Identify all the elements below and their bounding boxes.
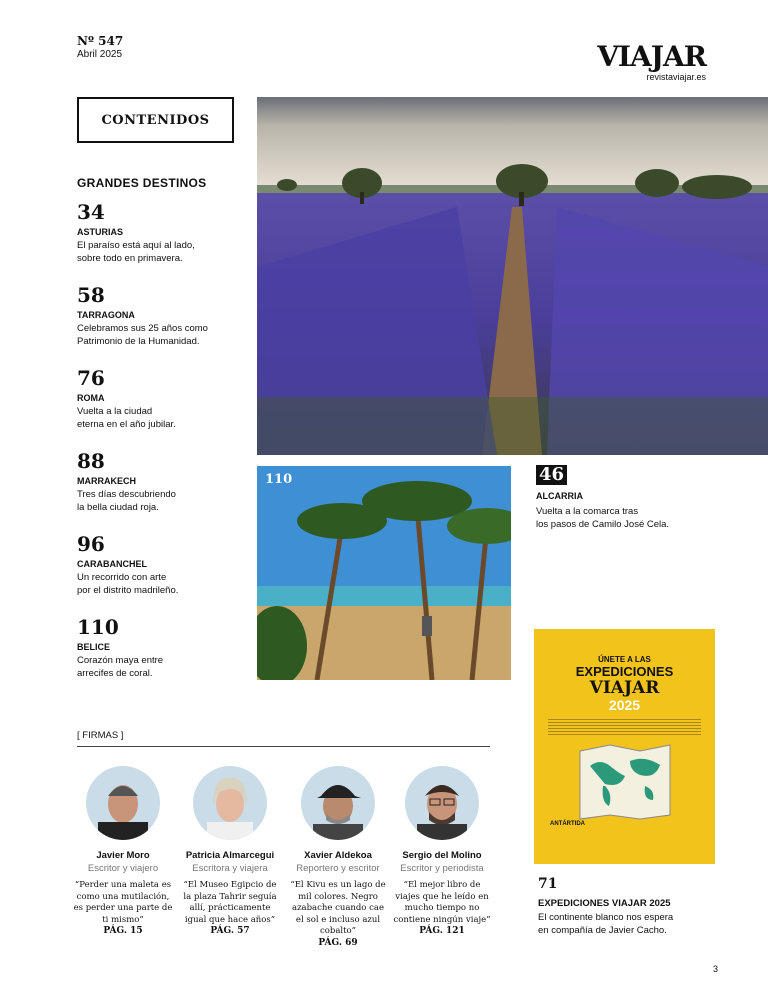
author-quote: “El Museo Egipcio de la plaza Tahrir seguía allí, prácticamente igual que hace años”: [183, 880, 277, 925]
avatar: [405, 766, 479, 840]
contents-title: CONTENIDOS: [101, 112, 210, 128]
author-role: Escritor y periodista: [400, 863, 484, 874]
author-role: Reportero y escritor: [296, 863, 380, 874]
entry-place: BELICE: [77, 642, 111, 652]
entry-carabanchel[interactable]: [77, 533, 252, 597]
author-role: Escritora y viajera: [192, 863, 268, 874]
contents-box: [77, 97, 234, 143]
entry-page: 58: [77, 283, 105, 307]
author-quote: “El mejor libro de viajes que he leído en mucho tiempo no contiene ningún viaje”: [393, 880, 491, 925]
author-javier-moro[interactable]: [72, 766, 174, 936]
entry-page: 88: [77, 449, 105, 473]
entry-marrakech[interactable]: [77, 450, 252, 514]
cover-subtitle: ANTÁRTIDA: [550, 821, 585, 827]
author-role: Escritor y viajero: [87, 863, 159, 874]
author-name: Xavier Aldekoa: [304, 850, 372, 861]
author-name: Sergio del Molino: [402, 850, 482, 861]
avatar: [301, 766, 375, 840]
cover-logo: VIAJAR: [589, 678, 660, 698]
entry-page: 34: [77, 200, 105, 224]
expediciones-page: 71: [538, 876, 558, 892]
entry-place: ASTURIAS: [77, 227, 124, 237]
entry-desc: Vuelta a la ciudad eterna en el año jubilar.: [77, 406, 176, 430]
cover-text-block: [548, 719, 701, 735]
entry-place: TARRAGONA: [77, 310, 135, 320]
world-map-icon: [575, 741, 675, 821]
author-page: PÁG. 57: [210, 926, 250, 936]
author-quote: “Perder una maleta es como una mutilación, es perder una parte de ti mismo”: [73, 880, 173, 925]
issue-date: Abril 2025: [77, 49, 123, 60]
website: revistaviajar.es: [646, 72, 706, 82]
firmas-label: [ FIRMAS ]: [77, 730, 124, 741]
entry-desc: Un recorrido con arte por el distrito madrileño.: [77, 572, 179, 596]
author-page: PÁG. 69: [318, 937, 358, 948]
author-sergio-del-molino[interactable]: [391, 766, 493, 936]
cover-year: 2025: [608, 697, 641, 713]
author-page: PÁG. 121: [419, 926, 465, 936]
lavender-field-photo: [257, 97, 768, 455]
entry-desc: Corazón maya entre arrecifes de coral.: [77, 655, 164, 679]
cover-line1: ÚNETE A LAS: [598, 655, 651, 664]
photo-page-label: 110: [265, 472, 293, 487]
author-xavier-aldekoa[interactable]: [287, 766, 389, 948]
alcarria-place: ALCARRIA: [536, 491, 583, 501]
entry-page: 76: [77, 366, 105, 390]
expediciones-desc: El continente blanco nos espera en compañía de Javier Cacho.: [538, 912, 674, 936]
issue-number: Nº 547: [77, 34, 124, 48]
entry-belice[interactable]: [77, 616, 252, 680]
entry-place: ROMA: [77, 393, 105, 403]
author-name: Javier Moro: [96, 850, 150, 861]
author-name: Patricia Almarcegui: [185, 850, 275, 861]
viajar-logo: VIAJAR: [597, 40, 706, 73]
expediciones-cover[interactable]: [534, 629, 715, 864]
avatar: [86, 766, 160, 840]
entry-desc: Tres días descubriendo la bella ciudad roja.: [77, 489, 176, 513]
entry-desc: El paraíso está aquí al lado, sobre todo en primavera.: [77, 240, 195, 264]
author-quote: “El Kivu es un lago de mil colores. Negro azabache cuando cae el sol e incluso azul cobalto”: [290, 880, 386, 936]
entry-place: CARABANCHEL: [77, 559, 147, 569]
entry-page: 110: [77, 615, 119, 639]
divider: [77, 746, 490, 747]
author-patricia-almarcegui[interactable]: [179, 766, 281, 936]
alcarria-page: 46: [536, 465, 567, 485]
author-page: PÁG. 15: [103, 926, 143, 936]
entry-asturias[interactable]: [77, 201, 252, 265]
entry-desc: Celebramos sus 25 años como Patrimonio de la Humanidad.: [77, 323, 208, 347]
page-number: 3: [712, 964, 718, 974]
section-title: GRANDES DESTINOS: [77, 176, 207, 190]
expediciones-place: EXPEDICIONES VIAJAR 2025: [538, 898, 671, 909]
entry-place: MARRAKECH: [77, 476, 136, 486]
entry-page: 96: [77, 532, 105, 556]
avatar: [193, 766, 267, 840]
entry-tarragona[interactable]: [77, 284, 252, 348]
beach-palms-photo: [257, 466, 511, 680]
alcarria-desc: Vuelta a la comarca tras los pasos de Camilo José Cela.: [536, 506, 670, 530]
entry-roma[interactable]: [77, 367, 252, 431]
cover-line2: EXPEDICIONES: [575, 664, 674, 679]
